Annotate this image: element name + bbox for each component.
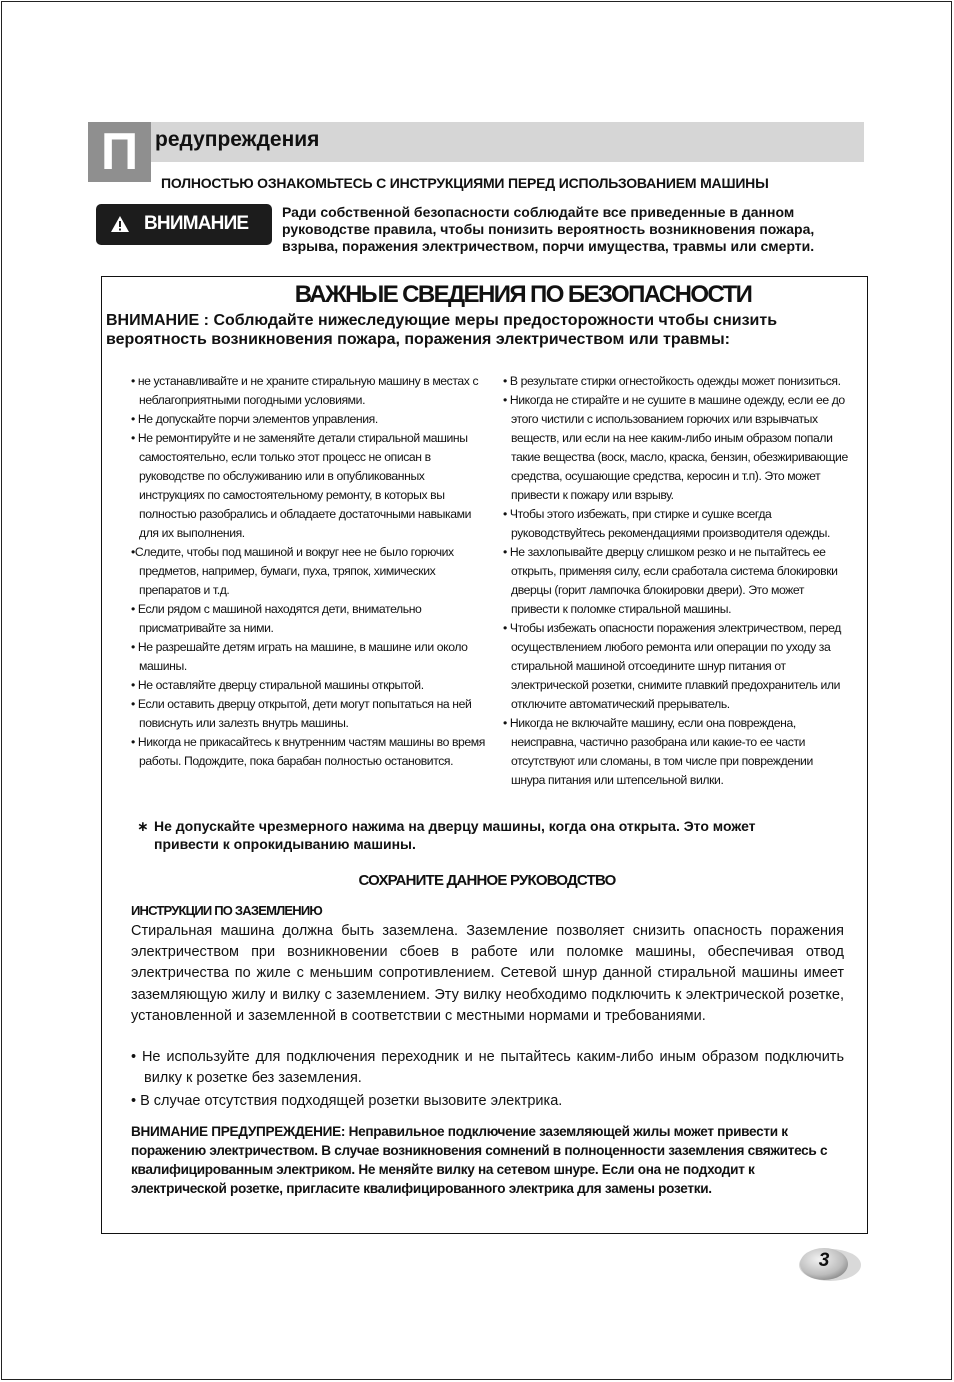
asterisk-icon: ∗ bbox=[137, 818, 149, 834]
list-item: • не устанавливайте и не храните стиральную машину в местах с неблагоприятными погодными условиями. bbox=[131, 374, 479, 407]
warning-text: Ради собственной безопасности соблюдайте все приведенные в данном руководстве правила, чтобы понизить вероятность возникновения пожара, взрыва, поражения электричеством, порчи имущества, травмы или смерти. bbox=[282, 204, 815, 254]
warning-badge-label: ВНИМАНИЕ bbox=[144, 213, 249, 234]
list-item: • В результате стирки огнестойкость одежды может понизиться. bbox=[503, 374, 841, 388]
keep-manual-heading: СОХРАНИТЕ ДАННОЕ РУКОВОДСТВО bbox=[358, 872, 616, 889]
grounding-warning: ВНИМАНИЕ ПРЕДУПРЕЖДЕНИЕ: Неправильное подключение заземляющей жилы может привести к поражению электричеством. В случае возникновения сомнений в полноценности заземления свяжитесь с квалифицированным электриком. Не меняйте вилку на сетевом шнуре. Если она не подходит к электрической розетке, пригласите квалифицированного электрика для замены розетки. bbox=[131, 1124, 828, 1196]
safety-title: ВАЖНЫЕ СВЕДЕНИЯ ПО БЕЗОПАСНОСТИ bbox=[294, 281, 752, 308]
grounding-body: Стиральная машина должна быть заземлена. Заземление позволяет снизить опасность поражения электричеством при возникновении сбоев в работе или поломке машины, обеспечивая отвод электричества по жиле с меньшим сопротивлением. Сетевой шнур данной стиральной машины имеет заземляющую жилу и вилку с заземлением. Эту вилку необходимо подключить к электрической розетке, установленной и заземленной в соответствии с местными нормами и требованиями. bbox=[131, 923, 844, 1024]
safety-left-column bbox=[131, 372, 491, 771]
grounding-title: ИНСТРУКЦИИ ПО ЗАЗЕМЛЕНИЮ bbox=[131, 903, 323, 918]
section-heading-initial: П bbox=[88, 122, 151, 182]
list-item: •Следите, чтобы под машиной и вокруг нее не было горючих предметов, например, бумаги, пуха, тряпок, химических препаратов и т.д. bbox=[131, 545, 454, 597]
door-pressure-note-text: Не допускайте чрезмерного нажима на дверцу машины, когда она открыта. Это может привести к опрокидыванию машины. bbox=[154, 818, 756, 852]
list-item: • В случае отсутствия подходящей розетки вызовите электрика. bbox=[131, 1093, 563, 1110]
list-item: • Чтобы этого избежать, при стирке и сушке всегда руководствуйтесь рекомендациями производителя одежды. bbox=[503, 507, 831, 540]
page-number: 3 bbox=[818, 1250, 830, 1271]
list-item: • Не захлопывайте дверцу слишком резко и не пытайтесь ее открыть, применяя силу, если сработала система блокировки дверцы (горит лампочка блокировки двери). Это может привести к поломке стиральной машины. bbox=[503, 545, 838, 616]
list-item: • Никогда не включайте машину, если она повреждена, неисправна, частично разобрана или какие-то ее части отсутствуют или сломаны, в том числе при повреждении шнура питания или штепсельной вилки. bbox=[503, 716, 813, 787]
door-pressure-note bbox=[137, 817, 817, 853]
list-item: • Не разрешайте детям играть на машине, в машине или около машины. bbox=[131, 640, 468, 673]
safety-right-column bbox=[503, 372, 848, 790]
list-item: • Не используйте для подключения переходник и не пытайтесь каким-либо иным образом подключить вилку к розетке без заземления. bbox=[131, 1049, 844, 1087]
list-item: • Если оставить дверцу открытой, дети могут попытаться на ней повиснуть или залезть внутрь машины. bbox=[131, 697, 472, 730]
list-item: • Никогда не стирайте и не сушите в машине одежду, если ее до этого чистили с использованием горючих или взрывчатых веществ, или если на нее каким-либо иным образом попали такие вещества (воск, масло, краска, бензин, обезжиривающие средства, осушающие средства, керосин и т.п). Это может привести к пожару или взрыву. bbox=[503, 393, 848, 502]
grounding-bullets bbox=[131, 1047, 844, 1113]
list-item: • Не допускайте порчи элементов управления. bbox=[131, 412, 378, 426]
list-item: • Никогда не прикасайтесь к внутренним частям машины во время работы. Подождите, пока барабан полностью остановится. bbox=[131, 735, 485, 768]
list-item: • Если рядом с машиной находятся дети, внимательно присматривайте за ними. bbox=[131, 602, 422, 635]
safety-intro: ВНИМАНИЕ : Соблюдайте нижеследующие меры предосторожности чтобы снизить вероятность возникновения пожара, поражения электричеством или травмы: bbox=[106, 312, 778, 348]
read-all-notice: ПОЛНОСТЬЮ ОЗНАКОМЬТЕСЬ С ИНСТРУКЦИЯМИ ПЕРЕД ИСПОЛЬЗОВАНИЕМ МАШИНЫ bbox=[161, 175, 769, 191]
warning-badge bbox=[96, 204, 272, 245]
warning-triangle-icon bbox=[110, 215, 130, 233]
list-item: • Не ремонтируйте и не заменяйте детали стиральной машины самостоятельно, если только этот процесс не описан в руководстве по обслуживанию или в опубликованных инструкциях по самостоятельному ремонту, в которых вы полностью разобрались и обладаете достаточными навыками для их выполнения. bbox=[131, 431, 471, 540]
section-heading-title: редупреждения bbox=[155, 128, 320, 151]
list-item: • Чтобы избежать опасности поражения электричеством, перед осуществлением любого ремонта или операции по уходу за стиральной машиной отсоедините шнур питания от электрической розетки, снимите плавкий предохранитель или отключите автоматический прерыватель. bbox=[503, 621, 841, 711]
list-item: • Не оставляйте дверцу стиральной машины открытой. bbox=[131, 678, 424, 692]
